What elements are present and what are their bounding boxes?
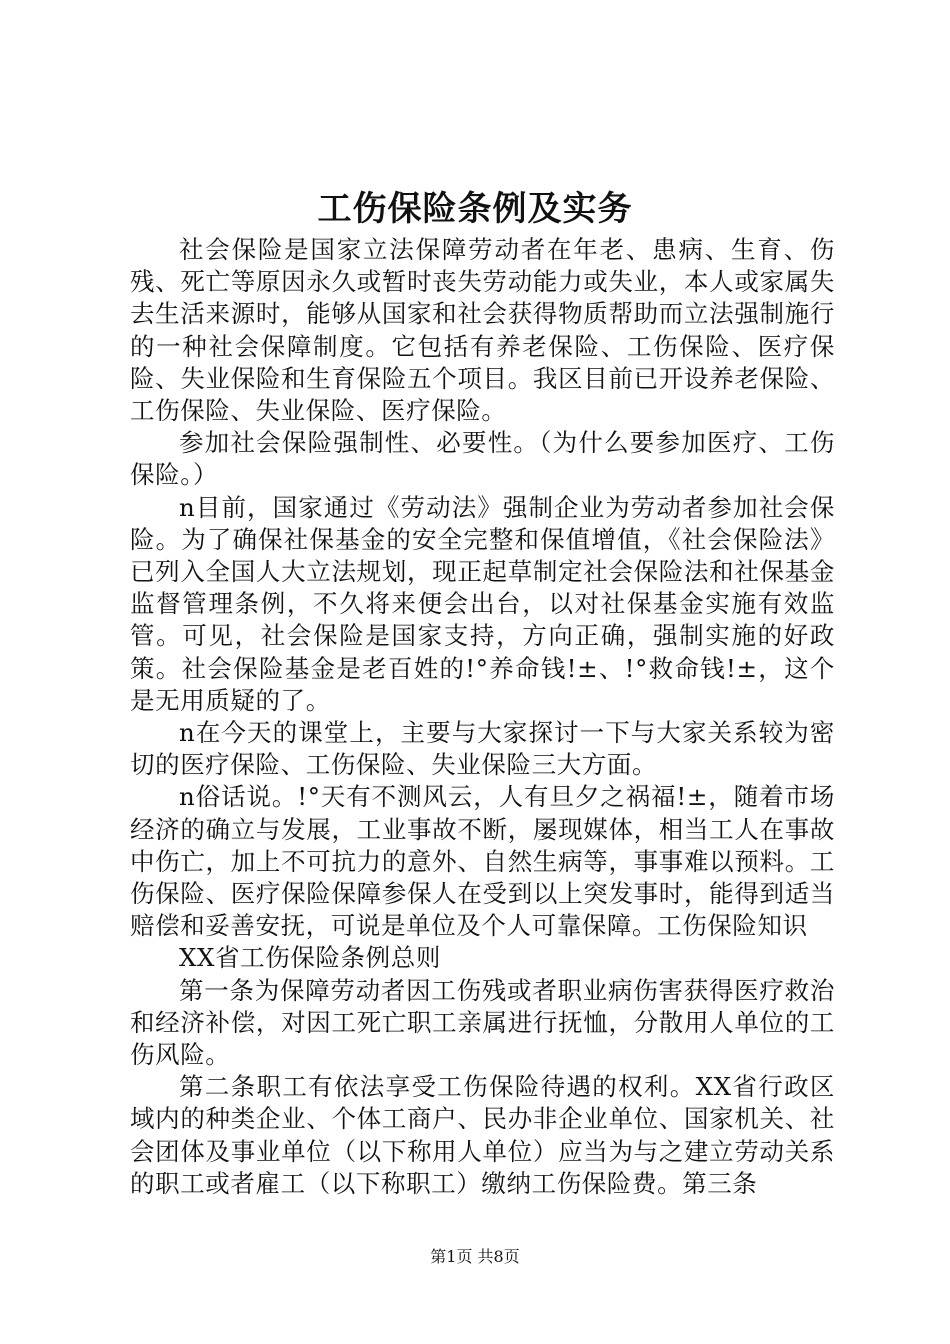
paragraph-7: 第一条为保障劳动者因工伤残或者职业病伤害获得医疗救治和经济补偿，对因工死亡职工亲属进行抚恤，分散用人单位的工伤风险。 (130, 975, 835, 1070)
paragraph-1: 社会保险是国家立法保障劳动者在年老、患病、生育、伤残、死亡等原因永久或暂时丧失劳动能力或失业，本人或家属失去生活来源时，能够从国家和社会获得物质帮助而立法强制施行的一种社会保障制度。它包括有养老保险、工伤保险、医疗保险、失业保险和生育保险五个项目。我区目前已开设养老保险、工伤保险、失业保险、医疗保险。 (130, 235, 835, 426)
paragraph-6-heading: XX省工伤保险条例总则 (179, 943, 441, 973)
paragraph-8: 第二条职工有依法享受工伤保险待遇的权利。XX省行政区域内的种类企业、个体工商户、民办非企业单位、国家机关、社会团体及事业单位（以下称用人单位）应当为与之建立劳动关系的职工或者雇工（以下称职工）缴纳工伤保险费。第三条 (130, 1072, 835, 1198)
paragraph-5: n俗话说。!°天有不测风云，人有旦夕之祸福!±，随着市场经济的确立与发展，工业事故不断，屡现媒体，相当工人在事故中伤亡，加上不可抗力的意外、自然生病等，事事难以预料。工伤保险、医疗保险保障参保人在受到以上突发事时，能得到适当赔偿和妥善安抚，可说是单位及个人可靠保障。工伤保险知识 (130, 782, 835, 941)
paragraph-4: n在今天的课堂上，主要与大家探讨一下与大家关系较为密切的医疗保险、工伤保险、失业保险三大方面。 (130, 718, 835, 780)
document-title: 工伤保险条例及实务 (317, 189, 633, 229)
paragraph-3: n目前，国家通过《劳动法》强制企业为劳动者参加社会保险。为了确保社保基金的安全完整和保值增值，《社会保险法》已列入全国人大立法规划，现正起草制定社会保险法和社保基金监督管理条例，不久将来便会出台，以对社保基金实施有效监管。可见，社会保险是国家支持，方向正确，强制实施的好政策。社会保险基金是老百姓的!°养命钱!±、!°救命钱!±，这个是无用质疑的了。 (130, 492, 835, 715)
paragraph-2: 参加社会保险强制性、必要性。（为什么要参加医疗、工伤保险。） (130, 428, 835, 490)
document-body (130, 234, 835, 1200)
page-number-footer: 第1页 共8页 (430, 1247, 520, 1266)
